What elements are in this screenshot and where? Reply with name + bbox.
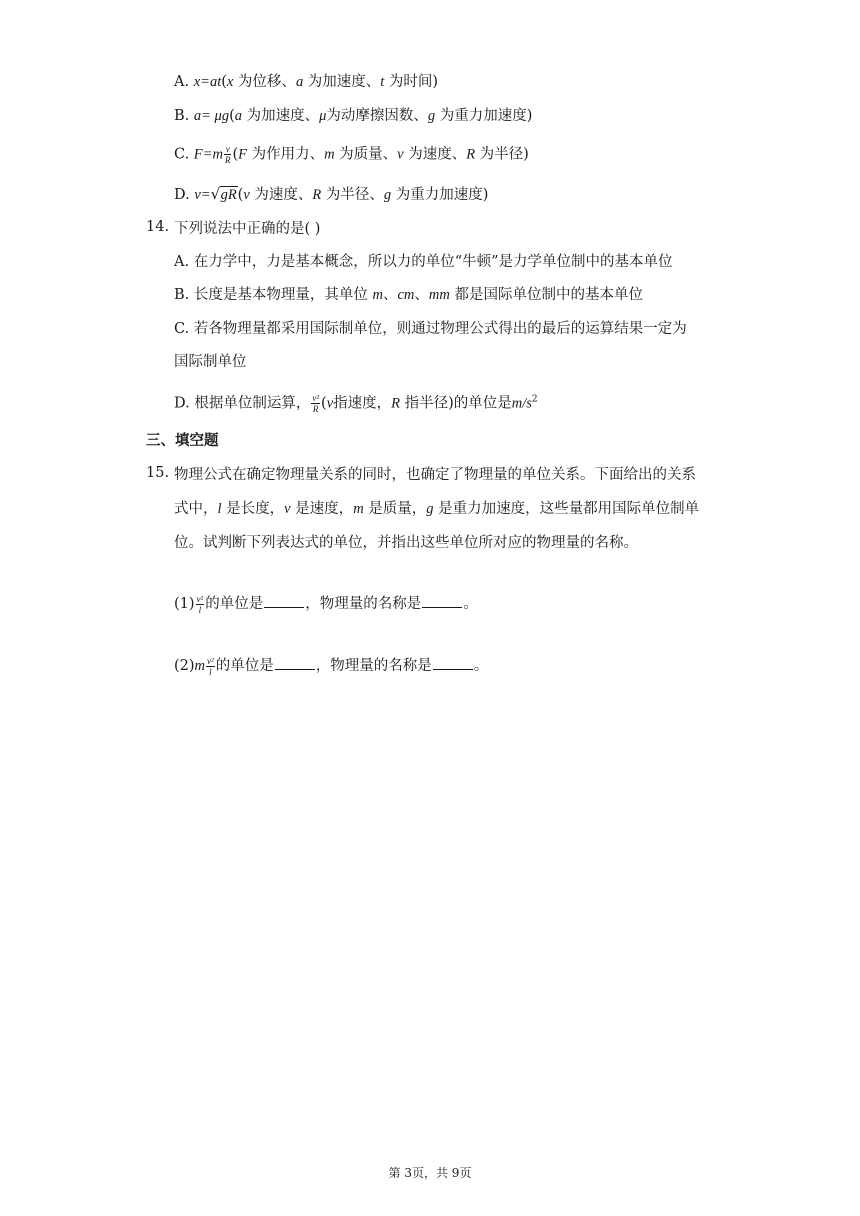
part-label: (1) — [174, 596, 195, 612]
q15-line-1: 物理公式在确定物理量关系的同时，也确定了物理量的单位关系。下面给出的关系 — [174, 467, 696, 483]
text: 为重力加速度) — [435, 108, 533, 124]
text: 指半径)的单位是 — [400, 395, 512, 412]
var: m — [353, 501, 364, 517]
option-c: C. F=m $\frac{v}{R}$ (F 为作用力、m 为质量、v 为速度、R 为半径) — [174, 144, 529, 165]
text: 是长度， — [221, 501, 285, 517]
denominator: R — [312, 404, 319, 414]
text: 为半径) — [475, 146, 529, 163]
text: ，物理量的名称是 — [305, 596, 422, 612]
option-label: C. — [174, 321, 190, 337]
option-label: A. — [174, 254, 190, 270]
var: l — [217, 501, 222, 517]
q14-option-d: D. 根据单位制运算， $\frac{\text{v²}}{R}$ (v指速度，R 指半径)的单位是$m/s^2$ — [174, 393, 538, 414]
section-title: 三、填空题 — [146, 432, 219, 449]
option-b: B. a= μg(a 为加速度、μ为动摩擦因数、g 为重力加速度) — [174, 108, 533, 124]
q15-part-2 — [174, 655, 488, 677]
q15-line-3: 位。试判断下列表达式的单位，并指出这些单位所对应的物理量的名称。 — [174, 535, 638, 551]
text: 是重力加速度，这些量都用国际单位制单 — [433, 501, 700, 517]
text: 的单位是 — [215, 658, 274, 674]
text: 为半径、 — [321, 187, 384, 203]
denominator: l — [209, 666, 212, 677]
var: R — [391, 395, 400, 412]
fraction — [311, 393, 320, 414]
var: t — [380, 74, 385, 90]
var: m — [324, 146, 335, 163]
formula-rhs: μg — [210, 108, 230, 124]
var: v — [284, 501, 291, 517]
radical-sign: √ — [210, 185, 221, 203]
q14-option-c-cont: 国际制单位 — [174, 354, 247, 370]
var: g — [383, 187, 392, 203]
unit: m/s — [511, 395, 532, 412]
option-text: 若各物理量都采用国际制单位，则通过物理公式得出的最后的运算结果一定为 — [193, 321, 687, 337]
var: R — [466, 146, 476, 163]
text: 为速度、 — [403, 146, 467, 163]
numerator: v² — [312, 393, 320, 403]
formula-rhs: at — [209, 74, 222, 90]
text: 为动摩擦因数、 — [326, 108, 428, 124]
option-text: 在力学中，力是基本概念，所以力的单位“牛顿”是力学单位制中的基本单位 — [193, 254, 673, 270]
text: 是速度， — [290, 501, 354, 517]
option-d: D. v= √ gR(v 为速度、R 为半径、g 为重力加速度) — [174, 185, 489, 203]
question-stem: 下列说法中正确的是( ) — [174, 221, 321, 237]
square-root — [211, 185, 238, 205]
var: v — [397, 146, 404, 163]
text: 为速度、 — [249, 187, 313, 203]
text: 为作用力、 — [246, 146, 325, 163]
text: 为时间) — [384, 74, 439, 90]
text: 是质量， — [363, 501, 427, 517]
var: m — [194, 658, 206, 674]
fraction — [196, 594, 205, 615]
text: 。 — [463, 596, 478, 612]
q15-line-2 — [174, 499, 699, 519]
superscript: 2 — [531, 394, 538, 405]
numerator: v — [225, 144, 230, 154]
text: 为加速度、 — [303, 74, 381, 90]
numerator: v² — [196, 593, 204, 604]
text: 为加速度、 — [242, 108, 320, 124]
answer-blank[interactable] — [275, 655, 315, 670]
part-label: (2) — [174, 658, 195, 674]
var: a — [234, 108, 242, 124]
var: v — [243, 187, 250, 203]
text: 为质量、 — [334, 146, 398, 163]
option-label: A. — [174, 74, 190, 90]
answer-blank[interactable] — [422, 593, 462, 608]
text: ，物理量的名称是 — [315, 658, 432, 674]
question-number: 15. — [146, 465, 170, 481]
q14-option-a — [174, 252, 673, 272]
q14-option-b — [174, 285, 643, 305]
option-a: A. x=at(x 为位移、a 为加速度、t 为时间) — [174, 74, 439, 90]
text: 都是国际单位制中的基本单位 — [449, 287, 643, 303]
var: g — [427, 108, 436, 124]
var: m — [372, 287, 383, 303]
var: x — [226, 74, 234, 90]
q15-part-1 — [174, 593, 478, 615]
option-label: D. — [174, 395, 190, 412]
fraction — [224, 144, 232, 165]
var: cm — [397, 287, 415, 303]
var: R — [312, 187, 322, 203]
q14-option-c — [174, 319, 687, 339]
option-label: B. — [174, 108, 190, 124]
answer-blank[interactable] — [433, 655, 473, 670]
question-number: 14. — [146, 219, 170, 235]
var: v — [326, 395, 334, 412]
var: a — [295, 74, 304, 90]
text: 为重力加速度) — [391, 187, 489, 203]
option-label: C. — [174, 146, 190, 163]
text: 、 — [382, 287, 398, 303]
formula-lhs: a= — [193, 108, 211, 124]
var: g — [426, 501, 434, 517]
text: 指速度， — [333, 395, 392, 412]
text: 、 — [414, 287, 429, 303]
fraction — [206, 656, 215, 677]
formula-lhs: x= — [193, 74, 210, 90]
option-label: D. — [174, 187, 190, 203]
var: m — [212, 146, 223, 163]
denominator: l — [198, 604, 202, 615]
text: 的单位是 — [205, 596, 264, 612]
var: F — [238, 146, 247, 163]
text: 式中， — [174, 501, 218, 517]
var: μ — [319, 108, 327, 124]
var: mm — [428, 287, 450, 303]
formula-lhs: F= — [193, 146, 213, 163]
page-footer: 第 3页，共 9页 — [388, 1166, 472, 1180]
text: 。 — [473, 658, 489, 674]
formula-lhs: v= — [194, 187, 211, 203]
text: 长度是基本物理量，其单位 — [193, 287, 373, 303]
text: 根据单位制运算， — [194, 395, 311, 412]
text: 为位移、 — [233, 74, 296, 90]
radicand: gR — [220, 187, 237, 203]
option-label: B. — [174, 287, 190, 303]
denominator: R — [224, 155, 231, 165]
numerator: v² — [207, 655, 214, 666]
answer-blank[interactable] — [264, 593, 304, 608]
